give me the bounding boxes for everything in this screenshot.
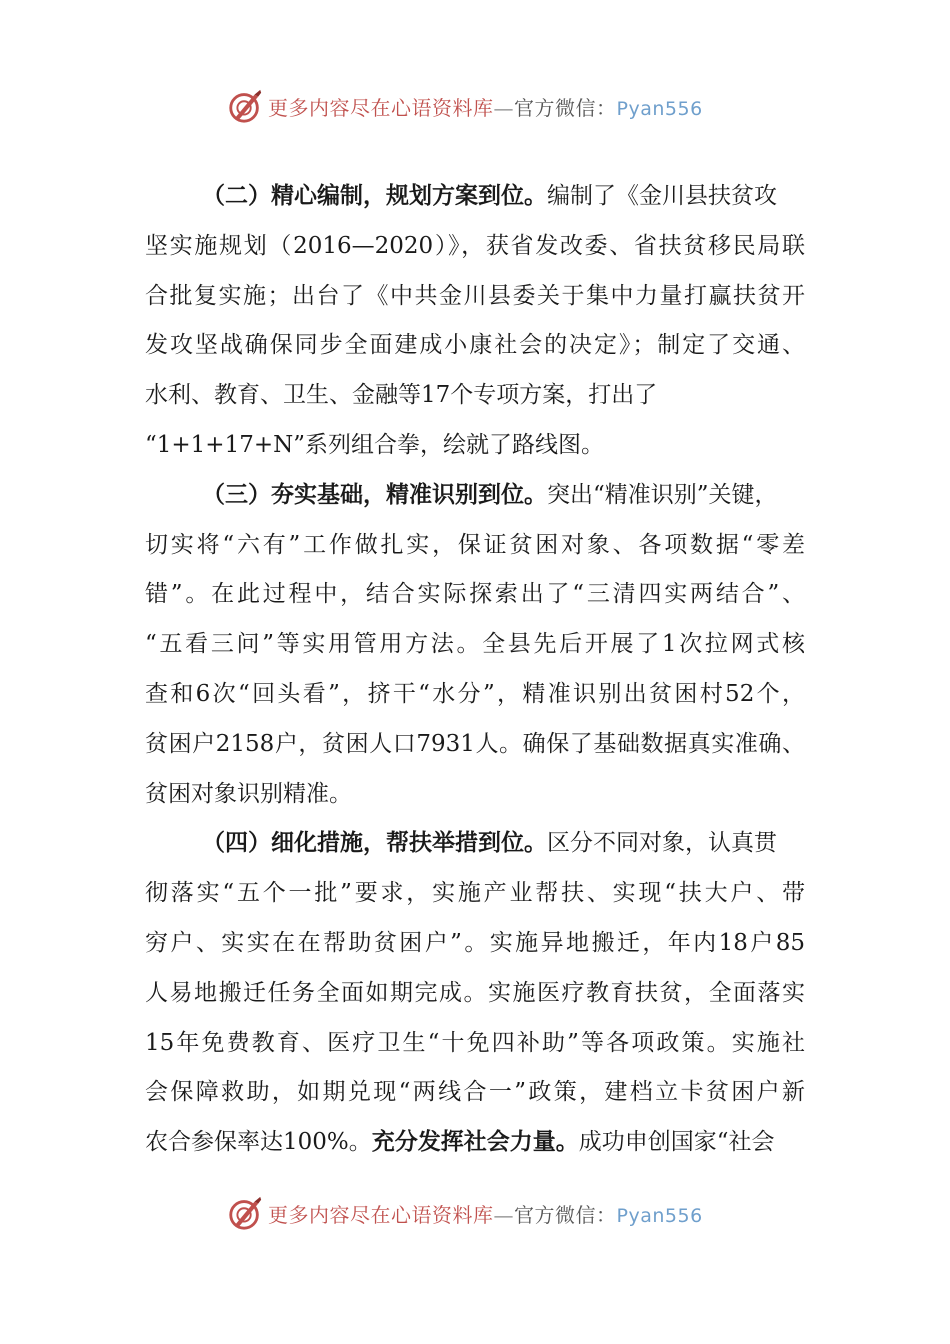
footer-watermark-banner	[226, 1193, 703, 1233]
body-text: 彻落实“五个一批”要求，实施产业帮扶、实现“扶大户、带	[145, 880, 805, 907]
text-line	[145, 272, 805, 322]
body-text: 人易地搬迁任务全面如期完成。实施医疗教育扶贫，全面落实	[145, 979, 805, 1006]
body-text: 贫困户2158户，贫困人口7931人。确保了基础数据真实准确、	[145, 730, 805, 757]
text-line	[145, 570, 805, 620]
body-text: 错”。在此过程中，结合实际探索出了“三清四实两结合”、	[145, 581, 805, 608]
header-watermark-text	[268, 92, 703, 121]
text-line	[145, 1068, 805, 1118]
body-text: 合批复实施；出台了《中共金川县委关于集中力量打赢扶贫开	[145, 282, 805, 309]
banner-dash: —	[493, 1202, 514, 1227]
pen-logo-icon	[226, 1194, 264, 1232]
bold-heading-text: （四）细化措施，帮扶举措到位。	[202, 830, 547, 857]
text-line	[145, 222, 805, 272]
header-watermark-banner	[226, 86, 703, 126]
body-text: 农合参保率达100%。	[145, 1129, 372, 1156]
body-text: 切实将“六有”工作做扎实，保证贫困对象、各项数据“零差	[145, 531, 805, 558]
text-line	[145, 421, 805, 471]
text-line	[145, 620, 805, 670]
body-text: 穷户、实实在在帮助贫困户”。实施异地搬迁，年内18户85	[145, 929, 805, 956]
text-line	[145, 172, 805, 222]
text-line	[145, 521, 805, 571]
body-text: 水利、教育、卫生、金融等17个专项方案，打出了	[145, 382, 658, 409]
text-line	[145, 1019, 805, 1069]
body-text: 坚实施规划（2016—2020）》，获省发改委、省扶贫移民局联	[145, 232, 805, 259]
banner-wechat-id: Pyan556	[616, 97, 703, 120]
banner-main-text: 更多内容尽在心语资料库	[268, 1202, 494, 1227]
body-text: 突出“精准识别”关键，	[547, 481, 778, 508]
text-line	[145, 321, 805, 371]
text-line	[145, 1118, 805, 1168]
pen-logo-icon	[226, 87, 264, 125]
text-line	[145, 670, 805, 720]
banner-label: 官方微信：	[514, 1202, 617, 1227]
banner-wechat-id: Pyan556	[616, 1204, 703, 1227]
body-text: 贫困对象识别精准。	[145, 780, 352, 807]
body-text: “1+1+17+N”系列组合拳，绘就了路线图。	[145, 431, 604, 458]
body-text: 成功申创国家“社会	[578, 1129, 775, 1156]
bold-heading-text: （二）精心编制，规划方案到位。	[202, 183, 547, 209]
text-line	[145, 919, 805, 969]
text-line	[145, 819, 805, 869]
banner-dash: —	[493, 95, 514, 120]
body-text: 15年免费教育、医疗卫生“十免四补助”等各项政策。实施社	[145, 1029, 805, 1056]
banner-label: 官方微信：	[514, 95, 617, 120]
body-text: 会保障救助，如期兑现“两线合一”政策，建档立卡贫困户新	[145, 1079, 805, 1106]
body-text: 区分不同对象，认真贯	[547, 830, 777, 857]
text-line	[145, 869, 805, 919]
body-text: 编制了《金川县扶贫攻	[547, 183, 777, 209]
footer-watermark-text	[268, 1199, 703, 1228]
text-line	[145, 770, 805, 820]
text-line	[145, 969, 805, 1019]
text-line	[145, 720, 805, 770]
text-line	[145, 471, 805, 521]
body-text: 发攻坚战确保同步全面建成小康社会的决定》；制定了交通、	[145, 332, 805, 359]
text-line	[145, 371, 805, 421]
bold-heading-text: （三）夯实基础，精准识别到位。	[202, 481, 547, 508]
body-text: “五看三问”等实用管用方法。全县先后开展了1次拉网式核	[145, 631, 805, 658]
document-body	[145, 172, 805, 1168]
banner-main-text: 更多内容尽在心语资料库	[268, 95, 494, 120]
bold-heading-text: 充分发挥社会力量。	[371, 1129, 579, 1156]
body-text: 查和6次“回头看”，挤干“水分”，精准识别出贫困村52个，	[145, 680, 805, 707]
